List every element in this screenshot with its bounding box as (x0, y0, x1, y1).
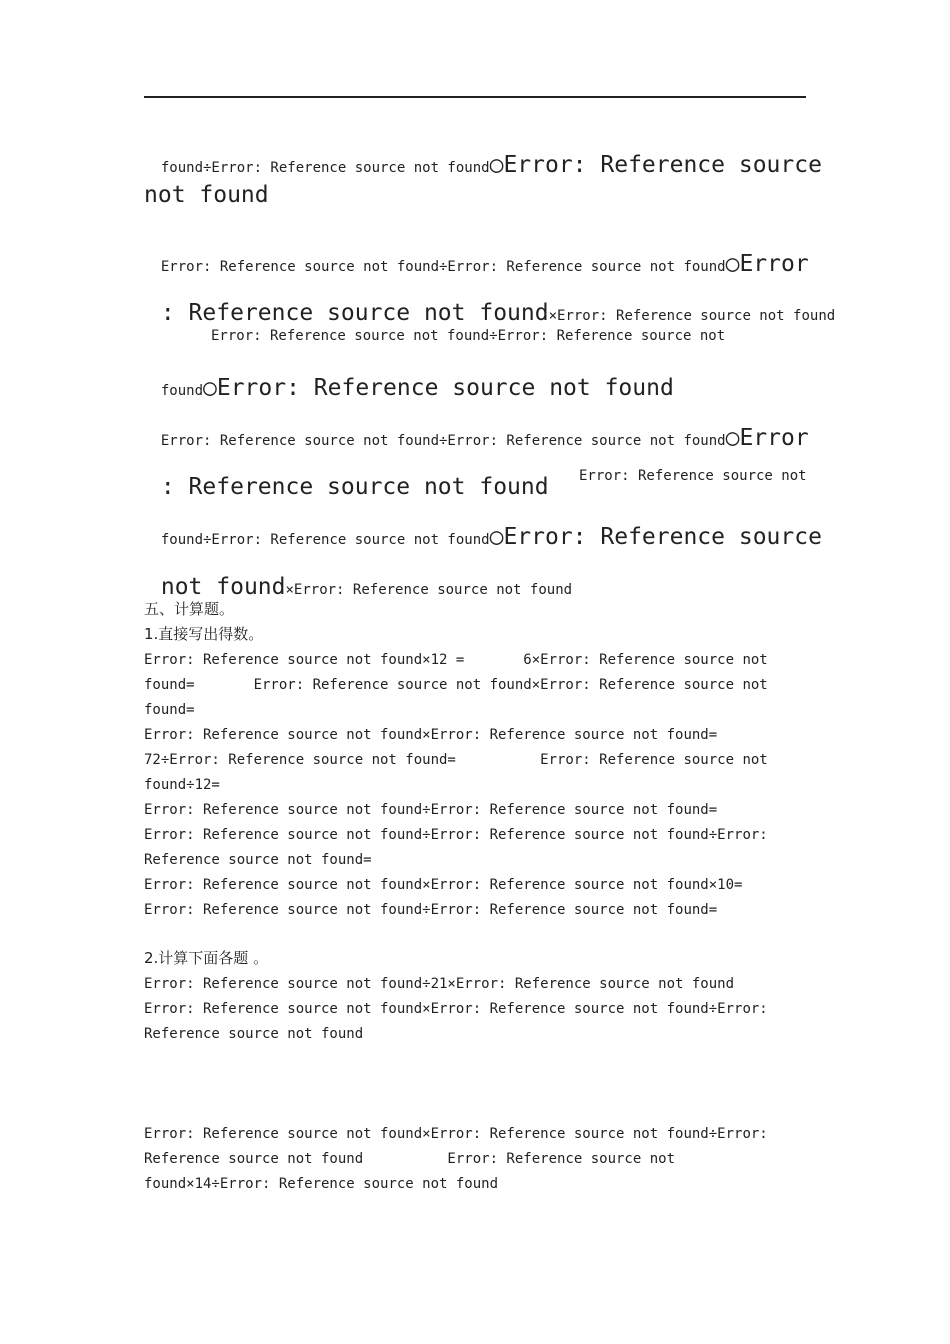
exercise-line (144, 237, 809, 276)
exercise-line (144, 510, 822, 549)
question-line: Reference source not found (144, 1026, 364, 1042)
exercise-text: ×Error: Reference source not found (285, 582, 573, 598)
exercise-text: ×Error: Reference source not found (548, 308, 836, 324)
question-line: found= Error: Reference source not found×Error: Reference source not (144, 677, 768, 693)
exercise-line (144, 560, 572, 599)
question-title: 1.直接写出得数。 (144, 625, 264, 643)
question-line: found×14÷Error: Reference source not found (144, 1176, 499, 1192)
exercise-line (144, 361, 674, 400)
question-line: Error: Reference source not found÷Error: Reference source not found= (144, 802, 718, 818)
question-line: found= (144, 702, 195, 718)
exercise-line: Error: Reference source not found÷Error: Reference source not (211, 328, 726, 344)
exercise-line (144, 460, 549, 499)
section-heading: 五、计算题。 (144, 600, 235, 618)
exercise-text: : Reference source not found (160, 474, 549, 500)
question-line: Reference source not found Error: Reference source not (144, 1151, 676, 1167)
question-line: Error: Reference source not found×12 = 6×Error: Reference source not (144, 652, 768, 668)
question-line: Error: Reference source not found×Error: Reference source not found×10= (144, 877, 743, 893)
exercise-line: Error: Reference source not (579, 468, 807, 484)
question-title: 2.计算下面各题 。 (144, 949, 269, 967)
exercise-text: not found (160, 574, 286, 600)
exercise-text: ○Error (725, 425, 809, 451)
exercise-text: found÷Error: Reference source not found (160, 160, 490, 176)
exercise-text: ○Error: Reference source (489, 524, 822, 550)
exercise-line (144, 138, 822, 177)
exercise-text: Error: Reference source not found÷Error: Reference source not found (160, 259, 726, 275)
exercise-text: ○Error: Reference source not found (203, 375, 674, 401)
exercise-line (144, 411, 809, 450)
exercise-line: not found (144, 182, 269, 208)
exercise-text: : Reference source not found (160, 300, 549, 326)
question-line: 72÷Error: Reference source not found= Error: Reference source not (144, 752, 768, 768)
exercise-text: ○Error: Reference source (489, 152, 822, 178)
exercise-line (144, 286, 835, 325)
question-line: found÷12= (144, 777, 220, 793)
question-line: Error: Reference source not found×Error: Reference source not found= (144, 727, 718, 743)
question-line: Error: Reference source not found×Error: Reference source not found÷Error: (144, 1001, 768, 1017)
question-line: Error: Reference source not found÷21×Error: Reference source not found (144, 976, 735, 992)
exercise-text: ○Error (725, 251, 809, 277)
exercise-text: found (160, 383, 204, 399)
exercise-text: Error: Reference source not found÷Error: Reference source not found (160, 433, 726, 449)
header-rule (144, 96, 806, 98)
question-line: Reference source not found= (144, 852, 372, 868)
question-line: Error: Reference source not found÷Error: Reference source not found= (144, 902, 718, 918)
exercise-text: found÷Error: Reference source not found (160, 532, 490, 548)
question-line: Error: Reference source not found×Error: Reference source not found÷Error: (144, 1126, 768, 1142)
question-line: Error: Reference source not found÷Error: Reference source not found÷Error: (144, 827, 768, 843)
